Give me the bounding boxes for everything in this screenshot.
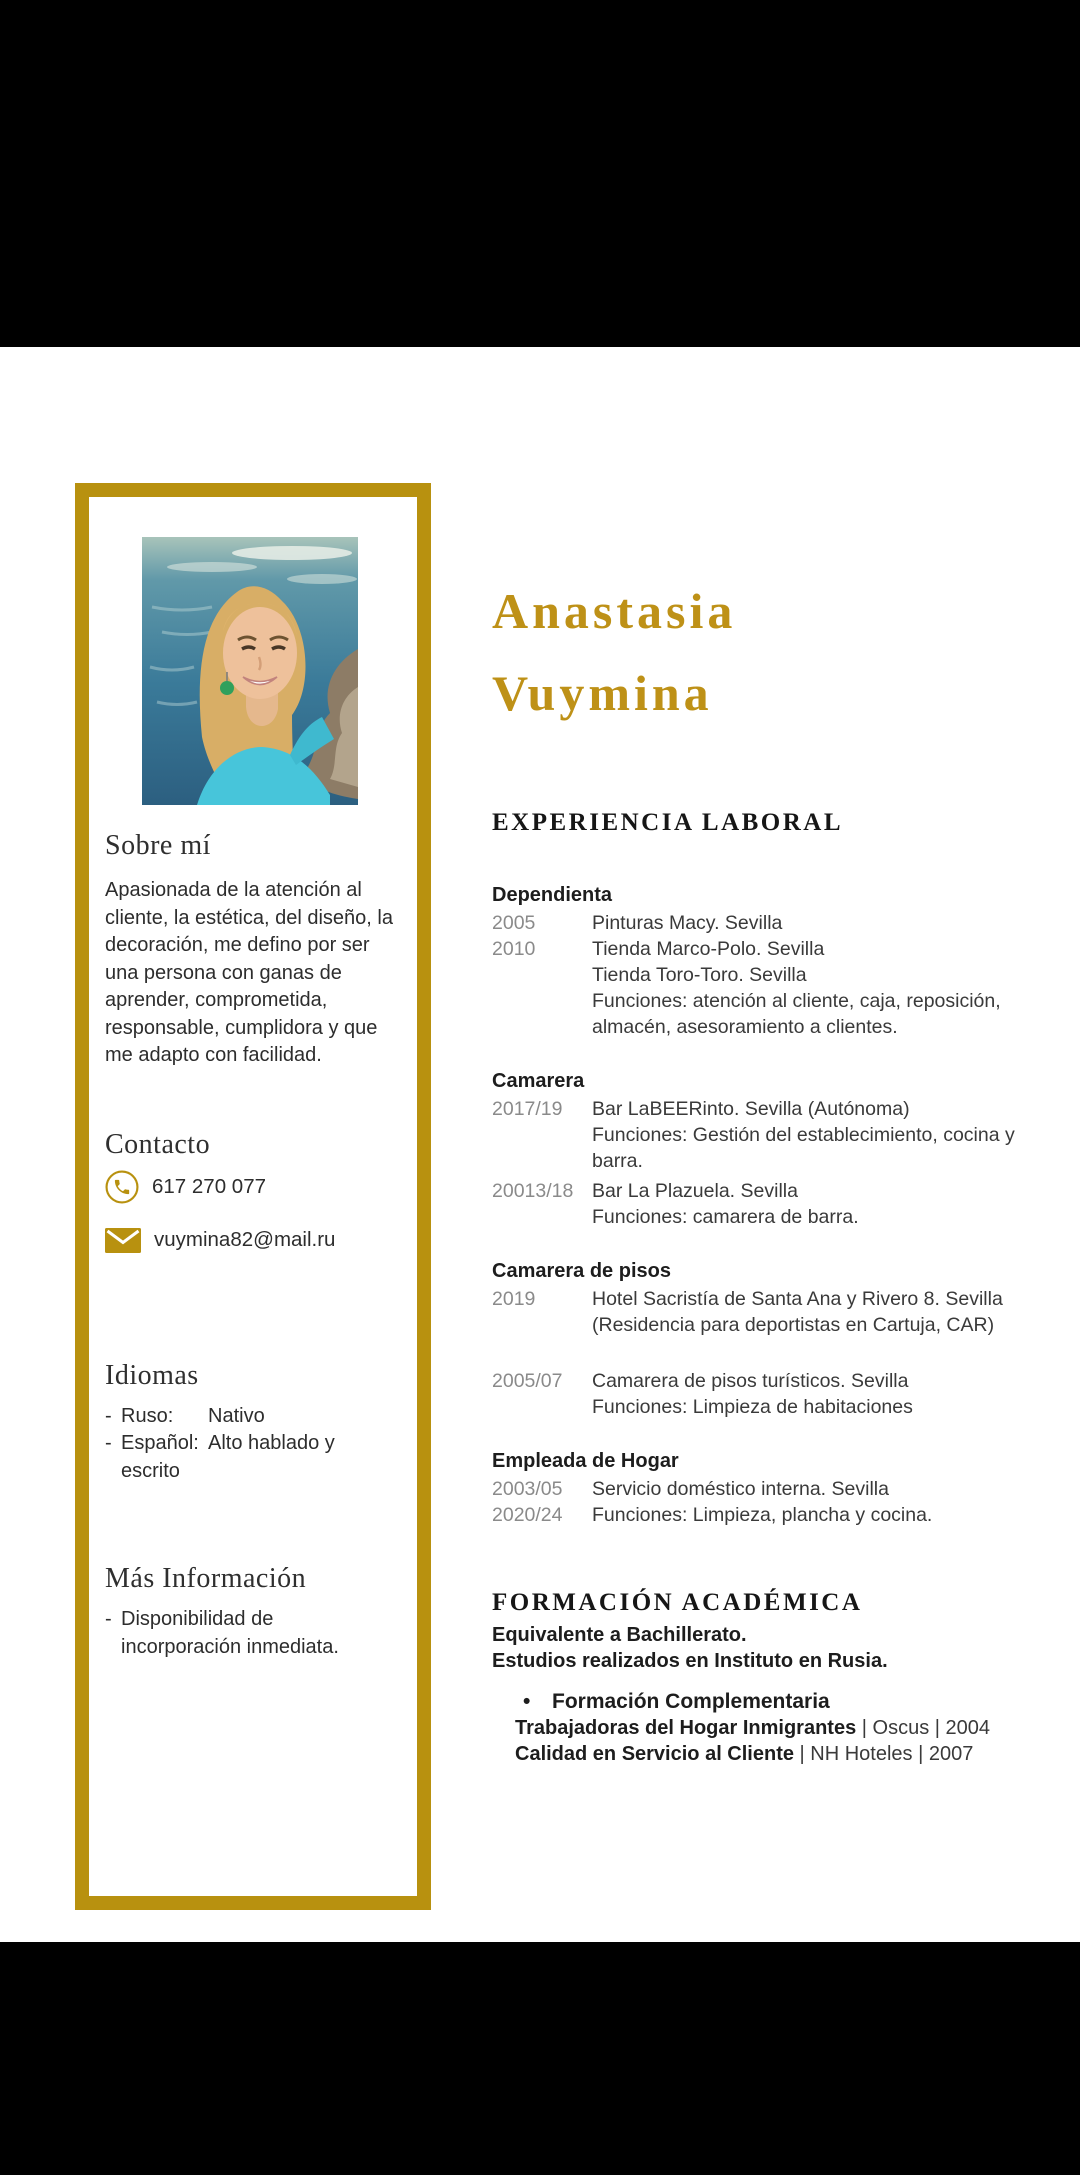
phone-row: [105, 1170, 395, 1204]
language-level: [208, 1458, 395, 1486]
course-item: [492, 1741, 1067, 1767]
experience-date: 2005: [492, 912, 536, 934]
experience-row: [492, 1096, 1067, 1174]
email-row: [105, 1228, 395, 1253]
experience-line: Servicio doméstico interna. Sevilla: [592, 1478, 889, 1500]
language-item: [105, 1430, 395, 1458]
candidate-name: [492, 570, 1067, 734]
experience-row: [492, 1368, 1067, 1420]
experience-row: [492, 1178, 1067, 1230]
experience-section-title: EXPERIENCIA LABORAL: [492, 809, 844, 836]
language-item: [105, 1403, 395, 1431]
experience-date: 2020/24: [492, 1504, 563, 1526]
dash-bullet: -: [105, 1432, 112, 1454]
experience-line: Funciones: Limpieza de habitaciones: [592, 1396, 913, 1418]
experience-group-camarera-de-pisos: [492, 1258, 1067, 1420]
language-level: Nativo: [208, 1404, 265, 1427]
course-name: Trabajadoras del Hogar Inmigrantes: [515, 1717, 857, 1739]
language-label: Ruso:: [121, 1404, 174, 1427]
profile-photo: [142, 537, 358, 805]
language-label: escrito: [121, 1459, 180, 1482]
experience-row: [492, 1502, 1067, 1528]
experience-line: Funciones: camarera de barra.: [592, 1206, 859, 1228]
contact-title: Contacto: [105, 1128, 211, 1160]
resume-page: [0, 347, 1080, 1942]
dash-bullet: [105, 1458, 121, 1486]
experience-date: 2019: [492, 1288, 536, 1310]
more-info-text: Disponibilidad de incorporación inmediata.: [121, 1608, 339, 1658]
phone-icon: [105, 1170, 139, 1204]
experience-group-dependienta: [492, 882, 1067, 1040]
experience-line: Camarera de pisos turísticos. Sevilla: [592, 1370, 909, 1392]
experience-line: Bar La Plazuela. Sevilla: [592, 1180, 798, 1202]
experience-line: Tienda Marco-Polo. Sevilla: [592, 938, 825, 960]
course-name: Calidad en Servicio al Cliente: [515, 1743, 794, 1765]
sidebar-frame: [75, 483, 431, 1910]
experience-group-empleada-de-hogar: [492, 1448, 1067, 1528]
language-level: Alto hablado y: [208, 1432, 335, 1454]
experience-date: 20013/18: [492, 1180, 574, 1202]
experience-row: [492, 1476, 1067, 1502]
role-title: Empleada de Hogar: [492, 1450, 679, 1472]
education-line: Equivalente a Bachillerato.: [492, 1624, 747, 1646]
experience-line: Hotel Sacristía de Santa Ana y Rivero 8. Sevilla: [592, 1288, 1003, 1310]
about-title: Sobre mí: [105, 830, 211, 861]
course-item: [492, 1715, 1067, 1741]
experience-line: (Residencia para deportistas en Cartuja, CAR): [592, 1314, 995, 1336]
phone-number: 617 270 077: [152, 1174, 267, 1198]
course-details: | Oscus | 2004: [861, 1717, 991, 1739]
languages-title: Idiomas: [105, 1359, 199, 1391]
experience-row: [492, 910, 1067, 936]
experience-row: [492, 936, 1067, 1040]
experience-date: 2017/19: [492, 1098, 563, 1120]
dash-bullet: -: [105, 1608, 112, 1630]
candidate-last-name: Vuymina: [492, 665, 713, 721]
experience-date: 2005/07: [492, 1370, 563, 1392]
experience-line: Pinturas Macy. Sevilla: [592, 912, 783, 934]
education-line: Estudios realizados en Instituto en Rusia.: [492, 1650, 888, 1672]
experience-line: Funciones: Gestión del establecimiento, cocina y barra.: [592, 1124, 1015, 1172]
experience-date: 2010: [492, 938, 536, 960]
email-icon: [105, 1228, 141, 1253]
education-section-title: FORMACIÓN ACADÉMICA: [492, 1589, 863, 1616]
experience-line: Funciones: Limpieza, plancha y cocina.: [592, 1504, 933, 1526]
about-text: Apasionada de la atención al cliente, la estética, del diseño, la decoración, me defino por ser una persona con ganas de aprender, comprometida, responsable, cumplidora y que me adapto con facilidad.: [105, 879, 393, 1066]
complementary-training-title: Formación Complementaria: [552, 1690, 830, 1713]
email-address: vuymina82@mail.ru: [154, 1228, 336, 1251]
experience-date: 2003/05: [492, 1478, 563, 1500]
candidate-first-name: Anastasia: [492, 583, 737, 639]
language-label: Español:: [121, 1432, 199, 1454]
experience-group-camarera: [492, 1068, 1067, 1230]
experience-line: Funciones: atención al cliente, caja, reposición, almacén, asesoramiento a clientes.: [592, 990, 1001, 1038]
experience-row: [492, 1286, 1067, 1338]
main-column: [492, 347, 1067, 1767]
more-info-title: Más Información: [105, 1563, 307, 1594]
bullet-icon: •: [523, 1690, 531, 1713]
experience-line: Tienda Toro-Toro. Sevilla: [592, 964, 807, 986]
role-title: Camarera de pisos: [492, 1260, 671, 1282]
experience-line: Bar LaBEERinto. Sevilla (Autónoma): [592, 1098, 910, 1120]
role-title: Camarera: [492, 1070, 585, 1092]
dash-bullet: -: [105, 1404, 112, 1427]
complementary-training-heading: [492, 1688, 1067, 1715]
more-info-item: [105, 1606, 395, 1661]
course-details: | NH Hoteles | 2007: [799, 1743, 974, 1765]
role-title: Dependienta: [492, 884, 613, 906]
language-item-continuation: [105, 1458, 395, 1486]
